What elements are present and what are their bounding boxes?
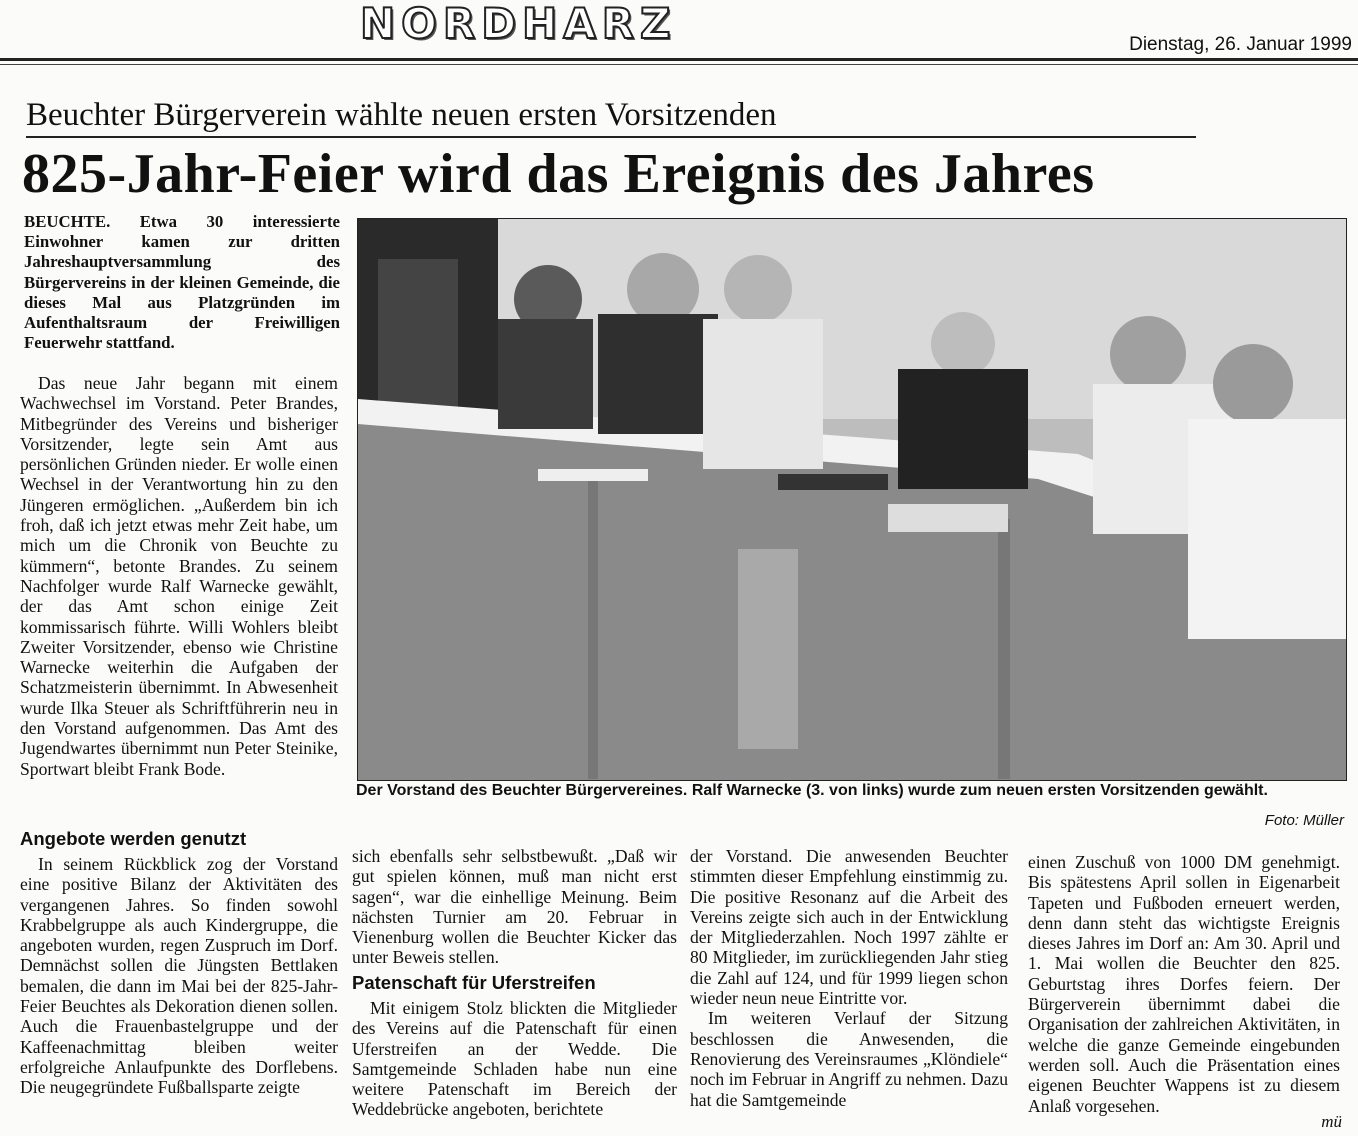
section-masthead: NORDHARZ (360, 0, 677, 48)
paragraph: In seinem Rückblick zog der Vorstand eine positive Bilanz der Aktivitäten des vergangenen Jahres. So finden sowohl Krabbelgruppe als auch Kindergruppe, die angeboten wurden, regen Zuspruch im Dorf. Demnächst sollen die Jüngsten Bettlaken bemalen, die dann im Mai bei der 825-Jahr-Feier Beuchtes als Dekoration dienen sollen. Auch die Frauenbastelgruppe und der Kaffeenachmittag bleiben weiter erfolgreiche Anlaufpunkte des Dorflebens. Die neugegründete Fußballsparte zeigte (20, 854, 338, 1098)
article-headline: 825-Jahr-Feier wird das Ereignis des Jahres (22, 143, 1095, 205)
paragraph: sich ebenfalls sehr selbstbewußt. „Daß wir gut spielen können, muß man nicht erst sagen“, war die einhellige Meinung. Beim nächsten Turnier am 20. Februar in Vienenburg wollen die Beuchter Kicker das unter Beweis stellen. (352, 846, 677, 968)
paragraph: Im weiteren Verlauf der Sitzung beschlossen die Anwesenden, die Renovierung des Vereinsraumes „Klöndiele“ noch im Februar in Angriff zu nehmen. Dazu hat die Samtgemeinde (690, 1008, 1008, 1110)
masthead-rule (0, 58, 1358, 61)
article-subheadline: Beuchter Bürgerverein wählte neuen ersten Vorsitzenden (26, 97, 777, 133)
column-1-body (20, 373, 338, 779)
section-heading-angebote: Angebote werden genutzt (20, 828, 247, 849)
column-4-body (1028, 852, 1340, 1116)
subheadline-rule (26, 136, 1196, 138)
section-heading-patenschaft: Patenschaft für Uferstreifen (352, 972, 596, 993)
column-3-body (690, 846, 1008, 1110)
issue-date: Dienstag, 26. Januar 1999 (1129, 34, 1352, 55)
article-photo (357, 218, 1347, 781)
photo-illustration (358, 219, 1346, 780)
column-1-body-continued (20, 854, 338, 1098)
paragraph: Das neue Jahr begann mit einem Wachwechsel im Vorstand. Peter Brandes, Mitbegründer des Vereins und bisheriger Vorsitzender, legte sein Amt aus persönlichen Gründen nieder. Er wolle einen Wechsel in der Verantwortung hin zu den Jüngeren ermöglichen. „Außerdem bin ich froh, daß ich jetzt etwas mehr Zeit habe, um mich um die Chronik von Beuchte zu kümmern“, betonte Brandes. Zu seinem Nachfolger wurde Ralf Warnecke gewählt, der das Amt schon einige Zeit kommissarisch führte. Willi Wohlers bleibt Zweiter Vorsitzender, ebenso wie Christine Warnecke weiterhin die Aufgaben der Schatzmeisterin übernimmt. In Abwesenheit wurde Ilka Steuer als Schriftführerin neu in den Vorstand aufgenommen. Das Amt des Jugendwartes übernimmt nun Peter Steinike, Sportwart bleibt Frank Bode. (20, 373, 338, 779)
photo-caption: Der Vorstand des Beuchter Bürgervereines. Ralf Warnecke (3. von links) wurde zum neuen ersten Vorsitzenden gewählt. (356, 782, 1268, 799)
author-signature: mü (1321, 1112, 1342, 1131)
photo-credit: Foto: Müller (1264, 812, 1344, 829)
article-lead: BEUCHTE. Etwa 30 interessierte Einwohner kamen zur dritten Jahreshauptversammlung des Bürgervereins in der kleinen Gemeinde, die dieses Mal aus Platzgründen im Aufenthaltsraum der Freiwilligen Feuerwehr stattfand. (24, 212, 340, 353)
masthead-rule-thin (0, 64, 1358, 65)
column-2-body-continued (352, 998, 677, 1120)
paragraph: Mit einigem Stolz blickten die Mitglieder des Vereins auf die Patenschaft für einen Uferstreifen an der Wedde. Die Samtgemeinde Schladen habe nun eine weitere Patenschaft im Bereich der Weddebrücke angeboten, berichtete (352, 998, 677, 1120)
column-2-body (352, 846, 677, 968)
paragraph: einen Zuschuß von 1000 DM genehmigt. Bis spätestens April sollen in Eigenarbeit Tapeten und Fußboden erneuert werden, denn dann steht das wichtigste Ereignis dieses Jahres im Dorf an: Am 30. April und 1. Mai wollen die Beuchter den 825. Geburtstag ihres Dorfes feiern. Der Bürgerverein übernimmt dabei die Organisation der zahlreichen Aktivitäten, in welche die ganze Gemeinde eingebunden werden soll. Auch die Präsentation eines eigenen Beuchter Wappens ist zu diesem Anlaß vorgesehen. (1028, 852, 1340, 1116)
paragraph: der Vorstand. Die anwesenden Beuchter stimmten dieser Empfehlung einstimmig zu. Die positive Resonanz auf die Arbeit des Vereins zeigte sich auch in der Entwicklung der Mitgliederzahlen. Noch 1997 zählte er 80 Mitglieder, im zurückliegenden Jahr stieg die Zahl auf 124, und für 1999 liegen schon wieder neun neue Eintritte vor. (690, 846, 1008, 1009)
